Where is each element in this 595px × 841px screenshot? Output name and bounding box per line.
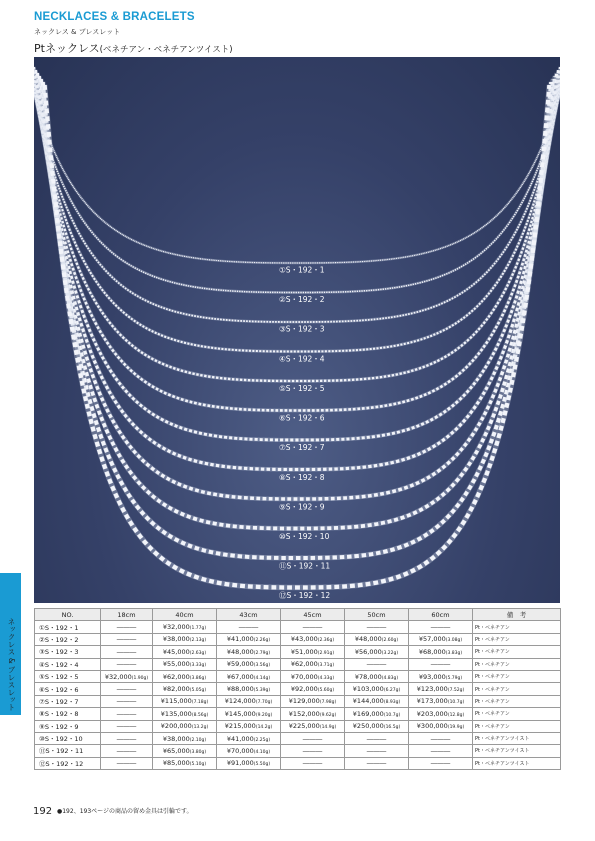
price-cell <box>345 670 409 682</box>
remarks-cell: Pt・ベネチアン <box>473 621 561 633</box>
weight: (9.20g) <box>255 712 273 718</box>
table-header-row <box>35 609 561 621</box>
weight: (10.7g) <box>383 712 401 718</box>
product-number: ②S・192・2 <box>35 633 101 645</box>
price: ¥123,000 <box>416 685 448 694</box>
chain-label: ⑨S・192・9 <box>279 502 325 512</box>
weight: (2.91g) <box>317 650 335 656</box>
price: ¥45,000 <box>162 647 190 656</box>
unavailable-dash: ――― <box>345 757 409 769</box>
price-cell <box>153 658 217 670</box>
price-cell <box>281 633 345 645</box>
table-row <box>35 658 561 670</box>
price-cell <box>281 646 345 658</box>
weight: (3.86g) <box>189 675 207 681</box>
page-number: 192 <box>33 806 53 817</box>
weight: (3.33g) <box>189 663 207 669</box>
price-cell <box>409 683 473 695</box>
price-cell <box>409 720 473 732</box>
price-cell <box>153 683 217 695</box>
remarks-cell: Pt・ベネチアン <box>473 670 561 682</box>
table-row <box>35 732 561 744</box>
price: ¥85,000 <box>162 759 190 768</box>
table-row <box>35 757 561 769</box>
unavailable-dash: ――― <box>409 732 473 744</box>
product-number: ⑫S・192・12 <box>35 757 101 769</box>
price-cell <box>345 720 409 732</box>
unavailable-dash: ――― <box>409 745 473 757</box>
product-number: ⑨S・192・9 <box>35 720 101 732</box>
product-number: ⑥S・192・6 <box>35 683 101 695</box>
weight: (6.27g) <box>383 688 401 694</box>
price-cell <box>153 646 217 658</box>
unavailable-dash: ――― <box>345 621 409 633</box>
unavailable-dash: ――― <box>281 732 345 744</box>
remarks-cell: Pt・ベネチアン <box>473 720 561 732</box>
weight: (5.50g) <box>253 762 271 768</box>
weight: (14.2g) <box>255 725 273 731</box>
product-number: ④S・192・4 <box>35 658 101 670</box>
table-row <box>35 695 561 707</box>
chain-photo-svg <box>34 57 560 603</box>
remarks-cell: Pt・ベネチアン <box>473 658 561 670</box>
unavailable-dash: ――― <box>101 757 153 769</box>
title-sub: (ベネチアン・ベネチアンツイスト) <box>99 45 233 55</box>
weight: (3.08g) <box>445 638 463 644</box>
weight: (5.60g) <box>317 688 335 694</box>
price: ¥300,000 <box>416 722 448 731</box>
price: ¥203,000 <box>416 709 448 718</box>
price: ¥32,000 <box>162 623 190 632</box>
unavailable-dash: ――― <box>101 621 153 633</box>
chain-label: ⑤S・192・5 <box>279 383 325 393</box>
chain-glow <box>34 58 560 322</box>
price-cell <box>217 646 281 658</box>
price: ¥38,000 <box>162 635 190 644</box>
table-header-cell: NO. <box>35 609 101 621</box>
remarks-cell: Pt・ベネチアン <box>473 646 561 658</box>
weight: (5.05g) <box>189 688 207 694</box>
weight: (13.2g) <box>191 725 209 731</box>
weight: (14.9g) <box>319 725 337 731</box>
unavailable-dash: ――― <box>409 757 473 769</box>
price-cell <box>345 646 409 658</box>
unavailable-dash: ――― <box>281 621 345 633</box>
unavailable-dash: ――― <box>281 757 345 769</box>
price-cell <box>101 670 153 682</box>
weight: (7.52g) <box>447 688 465 694</box>
chain-glow <box>34 57 560 263</box>
price-cell <box>345 708 409 720</box>
price-cell <box>281 695 345 707</box>
chain-strand <box>34 57 560 263</box>
chain-label: ③S・192・3 <box>279 324 325 334</box>
price: ¥55,000 <box>162 660 190 669</box>
product-number: ⑧S・192・8 <box>35 708 101 720</box>
table-row <box>35 633 561 645</box>
price-cell <box>153 708 217 720</box>
unavailable-dash: ――― <box>409 658 473 670</box>
unavailable-dash: ――― <box>101 745 153 757</box>
table-row <box>35 621 561 633</box>
category-title-jp: ネックレス & ブレスレット <box>34 28 121 36</box>
chain-glow <box>43 82 551 558</box>
price-cell <box>217 683 281 695</box>
price-cell <box>217 720 281 732</box>
weight: (2.25g) <box>253 737 271 743</box>
price-cell <box>217 633 281 645</box>
weight: (1.77g) <box>189 626 207 632</box>
price-cell <box>281 708 345 720</box>
table-header-cell: 45cm <box>281 609 345 621</box>
price-cell <box>153 745 217 757</box>
weight: (3.22g) <box>381 650 399 656</box>
product-number: ⑦S・192・7 <box>35 695 101 707</box>
unavailable-dash: ――― <box>101 708 153 720</box>
price: ¥215,000 <box>224 722 256 731</box>
price: ¥41,000 <box>226 635 254 644</box>
table-row <box>35 745 561 757</box>
unavailable-dash: ――― <box>101 683 153 695</box>
price: ¥32,000 <box>104 672 132 681</box>
unavailable-dash: ――― <box>101 732 153 744</box>
weight: (2.60g) <box>381 638 399 644</box>
weight: (7.98g) <box>319 700 337 706</box>
price: ¥173,000 <box>416 697 448 706</box>
unavailable-dash: ――― <box>101 695 153 707</box>
weight: (4.83g) <box>381 675 399 681</box>
price: ¥38,000 <box>162 734 190 743</box>
remarks-cell: Pt・ベネチアンツイスト <box>473 745 561 757</box>
chain-strand <box>34 58 560 322</box>
product-number: ③S・192・3 <box>35 646 101 658</box>
chain-label: ⑧S・192・8 <box>279 472 325 482</box>
price: ¥56,000 <box>354 647 382 656</box>
table-row <box>35 646 561 658</box>
unavailable-dash: ――― <box>101 646 153 658</box>
price-cell <box>409 708 473 720</box>
price: ¥169,000 <box>352 709 384 718</box>
price: ¥70,000 <box>226 746 254 755</box>
weight: (2.63g) <box>189 650 207 656</box>
price: ¥62,000 <box>162 672 190 681</box>
weight: (8.56g) <box>191 712 209 718</box>
weight: (2.10g) <box>189 737 207 743</box>
price: ¥135,000 <box>160 709 192 718</box>
footnote: ●192、193ページの商品の留め金具は引輪です。 <box>57 808 193 815</box>
price-cell <box>153 720 217 732</box>
price: ¥82,000 <box>162 685 190 694</box>
price: ¥62,000 <box>290 660 318 669</box>
price: ¥78,000 <box>354 672 382 681</box>
product-number: ①S・192・1 <box>35 621 101 633</box>
price-cell <box>217 732 281 744</box>
table-header-cell: 60cm <box>409 609 473 621</box>
price: ¥115,000 <box>160 697 192 706</box>
chain-label: ⑫S・192・12 <box>279 591 331 601</box>
price: ¥144,000 <box>352 697 384 706</box>
price-cell <box>153 695 217 707</box>
weight: (3.83g) <box>445 650 463 656</box>
chain-photo <box>34 57 560 603</box>
chain-glow <box>39 76 555 499</box>
price-cell <box>281 720 345 732</box>
side-category-label: ネックレス & ブレスレット <box>7 618 16 712</box>
unavailable-dash: ――― <box>345 745 409 757</box>
unavailable-dash: ――― <box>101 658 153 670</box>
price-cell <box>153 732 217 744</box>
weight: (3.56g) <box>253 663 271 669</box>
price: ¥57,000 <box>418 635 446 644</box>
price: ¥91,000 <box>226 759 254 768</box>
price-cell <box>217 757 281 769</box>
price-cell <box>153 670 217 682</box>
chain-glow <box>34 57 560 293</box>
price-cell <box>409 646 473 658</box>
price-cell <box>217 745 281 757</box>
price: ¥41,000 <box>226 734 254 743</box>
chain-strand <box>39 76 555 499</box>
remarks-cell: Pt・ベネチアンツイスト <box>473 757 561 769</box>
price: ¥92,000 <box>290 685 318 694</box>
weight: (2.79g) <box>253 650 271 656</box>
price-cell <box>153 621 217 633</box>
price-cell <box>281 683 345 695</box>
weight: (10.7g) <box>447 700 465 706</box>
price-cell <box>217 695 281 707</box>
price: ¥152,000 <box>288 709 320 718</box>
chain-strand <box>34 57 560 293</box>
table-row <box>35 720 561 732</box>
price-cell <box>217 708 281 720</box>
weight: (16.5g) <box>383 725 401 731</box>
price: ¥225,000 <box>288 722 320 731</box>
weight: (12.8g) <box>447 712 465 718</box>
weight: (7.18g) <box>191 700 209 706</box>
price-cell <box>153 633 217 645</box>
table-header-cell: 50cm <box>345 609 409 621</box>
unavailable-dash: ――― <box>217 621 281 633</box>
price-cell <box>281 670 345 682</box>
chain-strand <box>43 82 551 558</box>
price-cell <box>409 633 473 645</box>
chain-strand <box>34 61 560 352</box>
remarks-cell: Pt・ベネチアン <box>473 683 561 695</box>
price-cell <box>345 633 409 645</box>
price-cell <box>345 683 409 695</box>
weight: (5.39g) <box>253 688 271 694</box>
chain-label: ①S・192・1 <box>279 265 325 275</box>
category-title-en: NECKLACES & BRACELETS <box>34 11 195 23</box>
price-cell <box>281 658 345 670</box>
price-cell <box>217 658 281 670</box>
remarks-cell: Pt・ベネチアンツイスト <box>473 732 561 744</box>
weight: (2.13g) <box>189 638 207 644</box>
price: ¥68,000 <box>418 647 446 656</box>
price: ¥43,000 <box>290 635 318 644</box>
weight: (19.9g) <box>447 725 465 731</box>
table-header-cell: 40cm <box>153 609 217 621</box>
weight: (8.93g) <box>383 700 401 706</box>
product-number: ⑩S・192・10 <box>35 732 101 744</box>
chain-label: ⑩S・192・10 <box>279 531 330 541</box>
table-row <box>35 683 561 695</box>
chain-label: ④S・192・4 <box>279 354 325 364</box>
weight: (5.10g) <box>189 762 207 768</box>
product-number: ⑤S・192・5 <box>35 670 101 682</box>
remarks-cell: Pt・ベネチアン <box>473 695 561 707</box>
chain-label: ②S・192・2 <box>279 295 325 305</box>
weight: (4.14g) <box>253 675 271 681</box>
chain-glow <box>34 61 560 352</box>
price: ¥65,000 <box>162 746 190 755</box>
weight: (2.36g) <box>317 638 335 644</box>
price: ¥51,000 <box>290 647 318 656</box>
chain-label: ⑥S・192・6 <box>279 413 325 423</box>
price-cell <box>217 670 281 682</box>
price: ¥88,000 <box>226 685 254 694</box>
weight: (2.26g) <box>253 638 271 644</box>
price-cell <box>409 670 473 682</box>
table-header-cell: 18cm <box>101 609 153 621</box>
price: ¥93,000 <box>418 672 446 681</box>
unavailable-dash: ――― <box>101 633 153 645</box>
price: ¥200,000 <box>160 722 192 731</box>
weight: (5.79g) <box>445 675 463 681</box>
weight: (7.70g) <box>255 700 273 706</box>
product-number: ⑪S・192・11 <box>35 745 101 757</box>
price: ¥59,000 <box>226 660 254 669</box>
unavailable-dash: ――― <box>345 658 409 670</box>
chain-label: ⑦S・192・7 <box>279 443 325 453</box>
weight: (1.90g) <box>131 675 149 681</box>
price-table <box>34 608 561 770</box>
price-cell <box>345 695 409 707</box>
table-header-cell: 備 考 <box>473 609 561 621</box>
price: ¥129,000 <box>288 697 320 706</box>
price: ¥67,000 <box>226 672 254 681</box>
price-cell <box>153 757 217 769</box>
table-row <box>35 708 561 720</box>
title-main: Ptネックレス <box>34 42 100 55</box>
unavailable-dash: ――― <box>409 621 473 633</box>
price: ¥145,000 <box>224 709 256 718</box>
price: ¥48,000 <box>226 647 254 656</box>
table-header-cell: 43cm <box>217 609 281 621</box>
weight: (4.33g) <box>317 675 335 681</box>
chain-label: ⑪S・192・11 <box>279 561 331 571</box>
remarks-cell: Pt・ベネチアン <box>473 708 561 720</box>
price: ¥70,000 <box>290 672 318 681</box>
price: ¥48,000 <box>354 635 382 644</box>
price-cell <box>409 695 473 707</box>
remarks-cell: Pt・ベネチアン <box>473 633 561 645</box>
price: ¥103,000 <box>352 685 384 694</box>
weight: (3.71g) <box>317 663 335 669</box>
unavailable-dash: ――― <box>281 745 345 757</box>
price: ¥250,000 <box>352 722 384 731</box>
table-row <box>35 670 561 682</box>
page-title <box>34 40 233 56</box>
weight: (4.10g) <box>253 749 271 755</box>
unavailable-dash: ――― <box>101 720 153 732</box>
weight: (3.80g) <box>189 749 207 755</box>
unavailable-dash: ――― <box>345 732 409 744</box>
price: ¥124,000 <box>224 697 256 706</box>
weight: (9.62g) <box>319 712 337 718</box>
